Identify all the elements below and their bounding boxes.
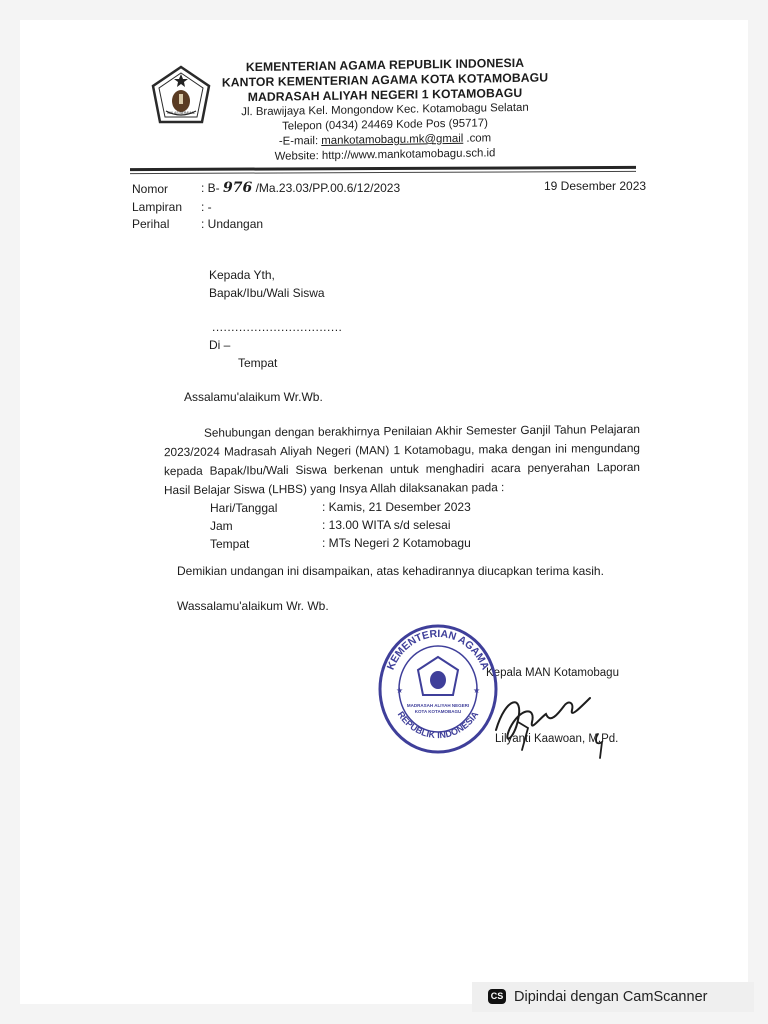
nomor-handwritten: 976 <box>223 180 253 196</box>
detail-label-time: Jam <box>210 519 233 533</box>
perihal-value: : Undangan <box>201 217 264 231</box>
lampiran-value: : - <box>201 200 212 214</box>
greeting: Assalamu'alaikum Wr.Wb. <box>184 390 323 404</box>
logo-ribbon-text: IKHLAS BERAMAL <box>166 111 196 115</box>
letterhead-line-3: MADRASAH ALIYAH NEGERI 1 KOTAMOBAGU <box>247 85 523 105</box>
nomor-label: Nomor <box>132 182 169 196</box>
email-prefix: -E-mail: <box>278 135 322 148</box>
recipient-dots: .................................. <box>212 320 343 334</box>
recipient-line-2: Bapak/Ibu/Wali Siswa <box>209 286 325 300</box>
perihal-label: Perihal <box>132 217 170 231</box>
stamp-inner-line-2: KOTA KOTAMOBAGU <box>414 709 462 714</box>
recipient-tempat: Tempat <box>238 356 278 370</box>
stamp-star-left: ★ <box>396 686 404 695</box>
letterhead-line-1: KEMENTERIAN AGAMA REPUBLIK INDONESIA <box>245 55 525 75</box>
detail-label-day: Hari/Tanggal <box>210 501 278 515</box>
signature-name: Lilyanti Kaawoan, M.Pd. <box>495 733 619 745</box>
detail-value-day: : Kamis, 21 Desember 2023 <box>322 500 471 514</box>
body-paragraph: Sehubungan dengan berakhirnya Penilaian Akhir Semester Ganjil Tahun Pelajaran 2023/2024 Madrasah Aliyah Negeri (MAN) 1 Kotamobagu, maka dengan ini mengundang kepada Bapak/Ibu/Wali Siswa berkenan untuk menghadiri acara penyerahan Laporan Hasil Belajar Siswa (LHBS) yang Insya Allah dilaksanakan pada : <box>164 421 640 498</box>
letterhead <box>220 55 550 165</box>
farewell: Wassalamu'alaikum Wr. Wb. <box>177 599 329 613</box>
stamp-bottom-text: REPUBLIK INDONESIA <box>395 709 481 741</box>
letter-date: 19 Desember 2023 <box>544 179 647 193</box>
camscanner-text: Dipindai dengan CamScanner <box>514 989 708 1005</box>
email-link[interactable]: mankotamobagu.mk@gmail <box>321 132 464 148</box>
lampiran-label: Lampiran <box>132 200 183 214</box>
detail-value-place: : MTs Negeri 2 Kotamobagu <box>322 536 471 550</box>
email-suffix: .com <box>463 132 492 145</box>
recipient-di: Di – <box>209 338 231 352</box>
stamp-inner-line-1: MADRASAH ALIYAH NEGERI <box>406 703 470 708</box>
official-stamp <box>376 617 500 755</box>
nomor-value <box>201 180 400 196</box>
closing-sentence: Demikian undangan ini disampaikan, atas kehadirannya diucapkan terima kasih. <box>177 564 604 578</box>
nomor-suffix: /Ma.23.03/PP.00.6/12/2023 <box>252 181 401 195</box>
nomor-prefix: : B- <box>201 181 224 195</box>
detail-value-time: : 13.00 WITA s/d selesai <box>322 518 451 532</box>
letterhead-address: Jl. Brawijaya Kel. Mongondow Kec. Kotamobagu Selatan <box>241 101 529 119</box>
stamp-top-text: KEMENTERIAN AGAMA <box>384 627 492 672</box>
camscanner-watermark <box>472 982 754 1012</box>
letterhead-phone: Telepon (0434) 24469 Kode Pos (95717) <box>282 117 488 133</box>
signature-position: Kepala MAN Kotamobagu <box>486 667 619 679</box>
ministry-logo <box>150 64 212 134</box>
camscanner-icon: CS <box>488 989 506 1004</box>
detail-label-place: Tempat <box>210 537 250 551</box>
stamp-star-right: ★ <box>473 686 481 695</box>
recipient-line-1: Kepada Yth, <box>209 268 275 282</box>
letterhead-line-2: KANTOR KEMENTERIAN AGAMA KOTA KOTAMOBAGU <box>221 70 549 90</box>
letterhead-website[interactable]: Website: http://www.mankotamobagu.sch.id <box>274 147 496 163</box>
handwritten-signature <box>488 688 606 760</box>
